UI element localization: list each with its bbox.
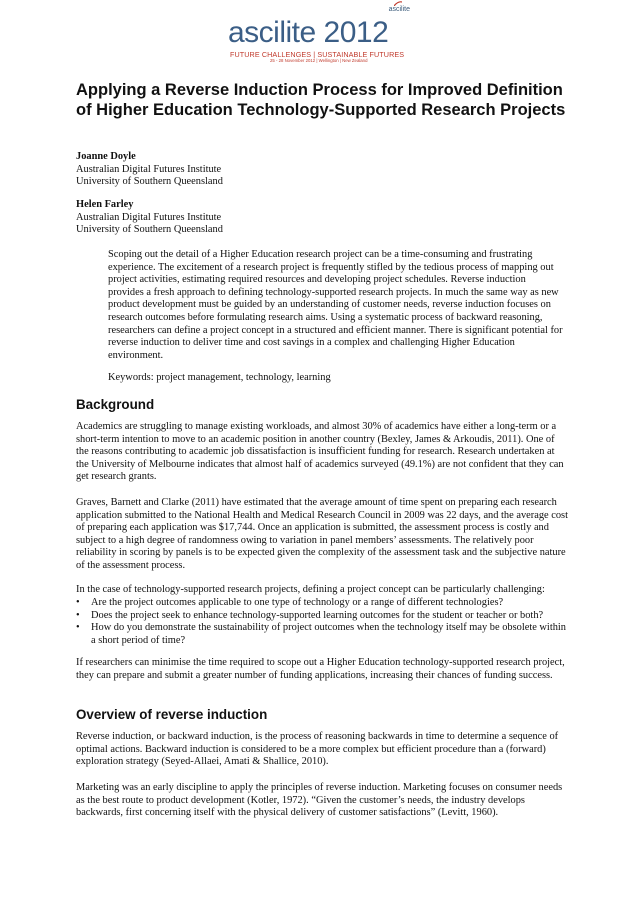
background-paragraph-4: If researchers can minimise the time required to scope out a Higher Education technology-supported research project, they can prepare and submit a greater number of funding applications, increasing their chances of funding success. — [76, 657, 565, 681]
author-affiliation: Australian Digital Futures Institute — [76, 163, 222, 175]
section-heading-overview: Overview of reverse induction — [76, 707, 268, 722]
paper-title: Applying a Reverse Induction Process for Improved Definition of Higher Education Technology-Supported Research Projects — [76, 81, 566, 119]
list-item: • Are the project outcomes applicable to one type of technology or a range of different technologies? — [76, 597, 568, 610]
author-block-1 — [76, 151, 556, 189]
abstract: Scoping out the detail of a Higher Education research project can be a time-consuming and frustrating experience. The excitement of a research project is frequently stifled by the tedious process of mapping out project activities, estimating required resources and developing project schedules. Reverse induction provides a fresh approach to defining technology-supported research projects. In much the same way as new product development must be guided by an understanding of customer needs, reverse induction focuses on research outcomes before formulating research aims. Using a systematic process of backward reasoning, researchers can define a project concept in a structured and efficient manner. There is significant potential for reverse induction to deliver time and cost savings in a complex and challenging Higher Education environment. — [108, 249, 563, 361]
background-paragraph-1: Academics are struggling to manage existing workloads, and almost 30% of academics have either a long-term or a short-term intention to move to an academic position in another country (Bexley, James & Arkoudis, 2011). One of the reasons contributing to academic job dissatisfaction is insufficient funding for research. Research undertaken at the University of Melbourne indicates that almost half of academics surveyed (49.1%) are not confident that they can get research grants. — [76, 421, 564, 483]
challenge-list — [76, 597, 568, 647]
logo-wordmark — [228, 18, 388, 48]
background-paragraph-3: In the case of technology-supported research projects, defining a project concept can be particularly challenging: — [76, 584, 545, 595]
section-heading-background: Background — [76, 397, 155, 412]
author-name: Helen Farley — [76, 199, 134, 210]
logo-small-wordmark: ascilite — [388, 6, 410, 13]
author-university: University of Southern Queensland — [76, 176, 223, 188]
logo-word: ascilite — [228, 16, 316, 49]
overview-paragraph-1: Reverse induction, or backward induction, is the process of reasoning backwards in time to determine a sequence of optimal actions. Backward induction is considered to be a more complex but efficient procedure than a (forward) exploration strategy (Seyed-Allaei, Amati & Shallice, 2010). — [76, 731, 559, 768]
list-item: • How do you demonstrate the sustainability of project outcomes when the technology itself may be obsolete within a short period of time? — [76, 622, 568, 647]
logo-tagline: FUTURE CHALLENGES | SUSTAINABLE FUTURES — [230, 50, 405, 59]
overview-paragraph-2: Marketing was an early discipline to apply the principles of reverse induction. Marketing focuses on consumer needs as the best route to product development (Kotler, 1972). “Given the customer’s needs, the industry develops backwards, first concerning itself with the physical delivery of customer satisfactions” (Levitt, 1960). — [76, 782, 563, 819]
list-item: • Does the project seek to enhance technology-supported learning outcomes for the student or teacher or both? — [76, 610, 568, 623]
logo-year: 2012 — [323, 16, 389, 49]
background-paragraph-2: Graves, Barnett and Clarke (2011) have estimated that the average amount of time spent on preparing each research application submitted to the National Health and Medical Research Council in 2009 was 22 days, and the average cost of preparing each application was $17,744. Once an application is submitted, the assessment process is costly and subject to a high degree of randomness owing to variation in panel members’ assessments. The relatively poor reliability in scoring by panels is to be expected given the complexity of the assessment task and the subjective nature of the assessment process. — [76, 497, 568, 571]
logo-subline: 25 - 28 November 2012 | Wellington | New Zealand — [270, 58, 368, 63]
author-name: Joanne Doyle — [76, 151, 136, 162]
author-block-2 — [76, 199, 556, 237]
keywords: Keywords: project management, technology, learning — [108, 372, 331, 383]
author-university: University of Southern Queensland — [76, 224, 223, 236]
author-affiliation: Australian Digital Futures Institute — [76, 211, 222, 223]
conference-logo — [228, 6, 410, 64]
